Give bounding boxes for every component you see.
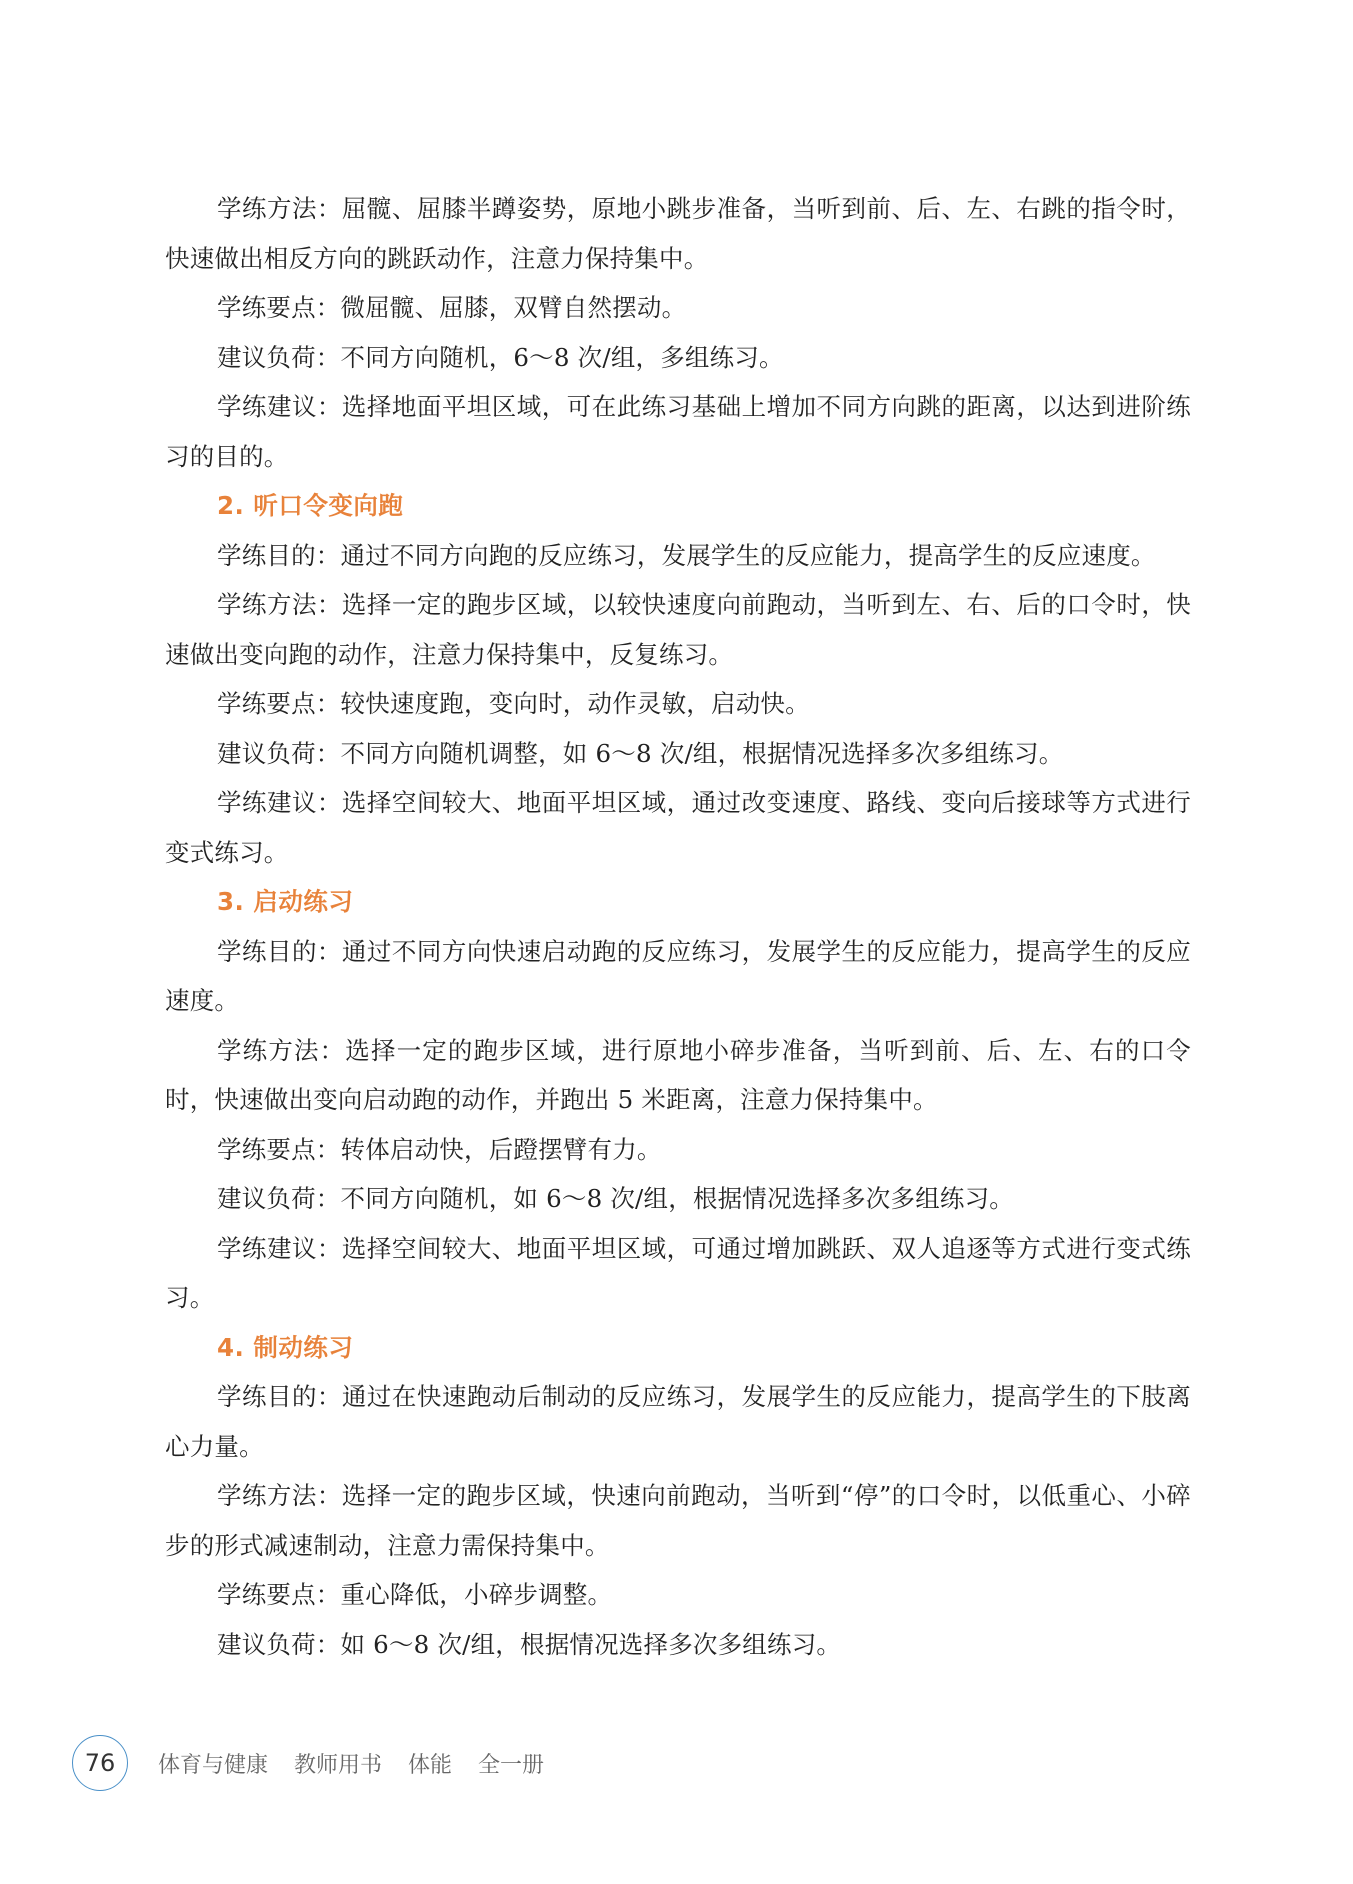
paragraph: 学练要点：较快速度跑，变向时，动作灵敏，启动快。 [217, 689, 810, 718]
paragraph: 学练方法：选择一定的跑步区域，快速向前跑动，当听到“停”的口令时，以低重心、小碎步的形式减速制动，注意力需保持集中。 [165, 1481, 1191, 1560]
paragraph: 建议负荷：不同方向随机调整，如 6～8 次/组，根据情况选择多次多组练习。 [217, 738, 1064, 768]
paragraph: 学练建议：选择空间较大、地面平坦区域，可通过增加跳跃、双人追逐等方式进行变式练习。 [165, 1233, 1191, 1312]
footer-volume: 体能 [408, 1752, 453, 1778]
paragraph: 建议负荷：如 6～8 次/组，根据情况选择多次多组练习。 [217, 1629, 842, 1659]
paragraph: 学练目的：通过不同方向快速启动跑的反应练习，发展学生的反应能力，提高学生的反应速度。 [165, 936, 1191, 1015]
section-heading: 3. 启动练习 [217, 887, 354, 916]
footer-book-title: 体育与健康 [158, 1752, 269, 1778]
footer-edition: 全一册 [478, 1752, 545, 1778]
paragraph: 学练方法：选择一定的跑步区域，进行原地小碎步准备，当听到前、后、左、右的口令时，快速做出变向启动跑的动作，并跑出 5 米距离，注意力保持集中。 [165, 1035, 1191, 1114]
page-number: 76 [72, 1735, 128, 1791]
paragraph: 学练要点：转体启动快，后蹬摆臂有力。 [217, 1134, 662, 1164]
paragraph: 建议负荷：不同方向随机，如 6～8 次/组，根据情况选择多次多组练习。 [217, 1184, 1015, 1213]
section-heading: 4. 制动练习 [217, 1332, 354, 1362]
paragraph: 学练建议：选择地面平坦区域，可在此练习基础上增加不同方向跳的距离，以达到进阶练习的目的。 [165, 392, 1191, 471]
paragraph: 学练方法：选择一定的跑步区域，以较快速度向前跑动，当听到左、右、后的口令时，快速做出变向跑的动作，注意力保持集中，反复练习。 [165, 590, 1191, 669]
paragraph: 建议负荷：不同方向随机，6～8 次/组，多组练习。 [217, 342, 784, 372]
page-body [165, 184, 1191, 1669]
paragraph: 学练要点：重心降低，小碎步调整。 [217, 1580, 613, 1609]
paragraph: 学练目的：通过不同方向跑的反应练习，发展学生的反应能力，提高学生的反应速度。 [217, 540, 1156, 570]
paragraph: 学练要点：微屈髋、屈膝，双臂自然摆动。 [217, 293, 687, 322]
paragraph: 学练目的：通过在快速跑动后制动的反应练习，发展学生的反应能力，提高学生的下肢离心力量。 [165, 1382, 1191, 1461]
paragraph: 学练建议：选择空间较大、地面平坦区域，通过改变速度、路线、变向后接球等方式进行变式练习。 [165, 788, 1191, 867]
footer-book-info [158, 1748, 544, 1779]
paragraph: 学练方法：屈髋、屈膝半蹲姿势，原地小跳步准备，当听到前、后、左、右跳的指令时，快速做出相反方向的跳跃动作，注意力保持集中。 [165, 194, 1191, 273]
page-footer [72, 1733, 544, 1793]
section-heading: 2. 听口令变向跑 [217, 491, 404, 520]
footer-book-type: 教师用书 [294, 1752, 383, 1778]
